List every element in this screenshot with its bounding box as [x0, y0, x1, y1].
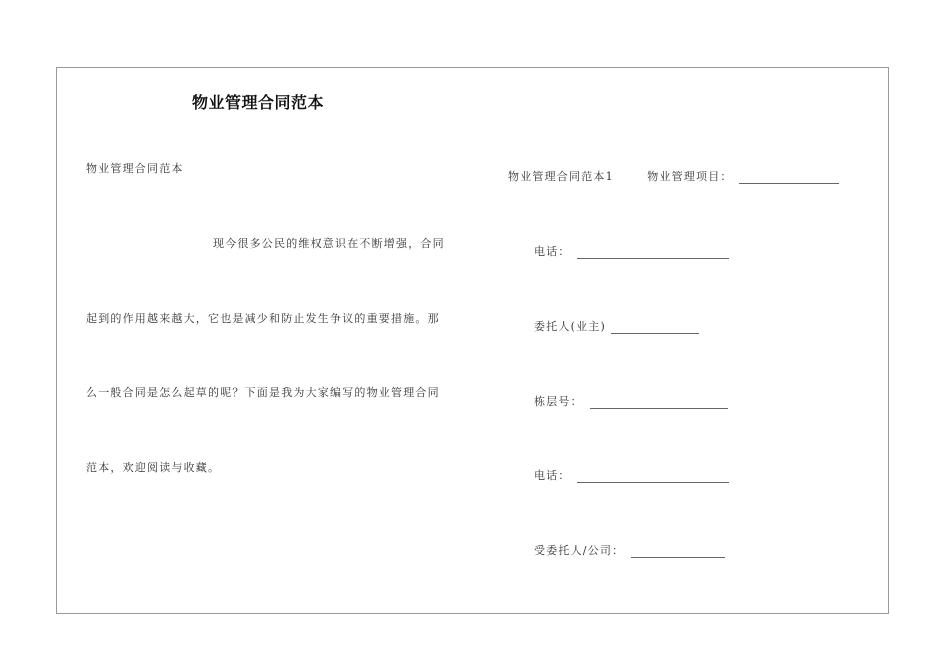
- client-label: 委托人(业主): [534, 320, 606, 333]
- document-title: 物业管理合同范本: [192, 93, 325, 112]
- building-field[interactable]: [590, 396, 728, 409]
- left-subtitle: 物业管理合同范本: [86, 162, 184, 175]
- paragraph-line-4: 范本，欢迎阅读与收藏。: [86, 461, 221, 474]
- document-page: [56, 67, 889, 614]
- paragraph-line-1: 现今很多公民的维权意识在不断增强，合同: [213, 237, 445, 250]
- phone-label-2: 电话：: [534, 469, 571, 482]
- agent-row: [534, 542, 725, 558]
- client-row: [534, 318, 699, 334]
- contract-heading: 物业管理合同范本1: [508, 170, 614, 183]
- paragraph-line-3: 么一般合同是怎么起草的呢？下面是我为大家编写的物业管理合同: [86, 386, 440, 399]
- contract-heading-row: [508, 168, 839, 184]
- project-field[interactable]: [739, 171, 839, 184]
- phone-row-1: [534, 243, 729, 259]
- client-field[interactable]: [611, 321, 699, 334]
- project-label: 物业管理项目：: [647, 170, 733, 183]
- phone-field-2[interactable]: [577, 470, 729, 483]
- building-row: [534, 393, 728, 409]
- phone-field-1[interactable]: [577, 246, 729, 259]
- building-label: 栋层号：: [534, 395, 583, 408]
- agent-label: 受委托人/公司：: [534, 544, 625, 557]
- paragraph-line-2: 起到的作用越来越大，它也是减少和防止发生争议的重要措施。那: [86, 312, 440, 325]
- agent-field[interactable]: [631, 545, 725, 558]
- phone-label-1: 电话：: [534, 245, 571, 258]
- phone-row-2: [534, 467, 729, 483]
